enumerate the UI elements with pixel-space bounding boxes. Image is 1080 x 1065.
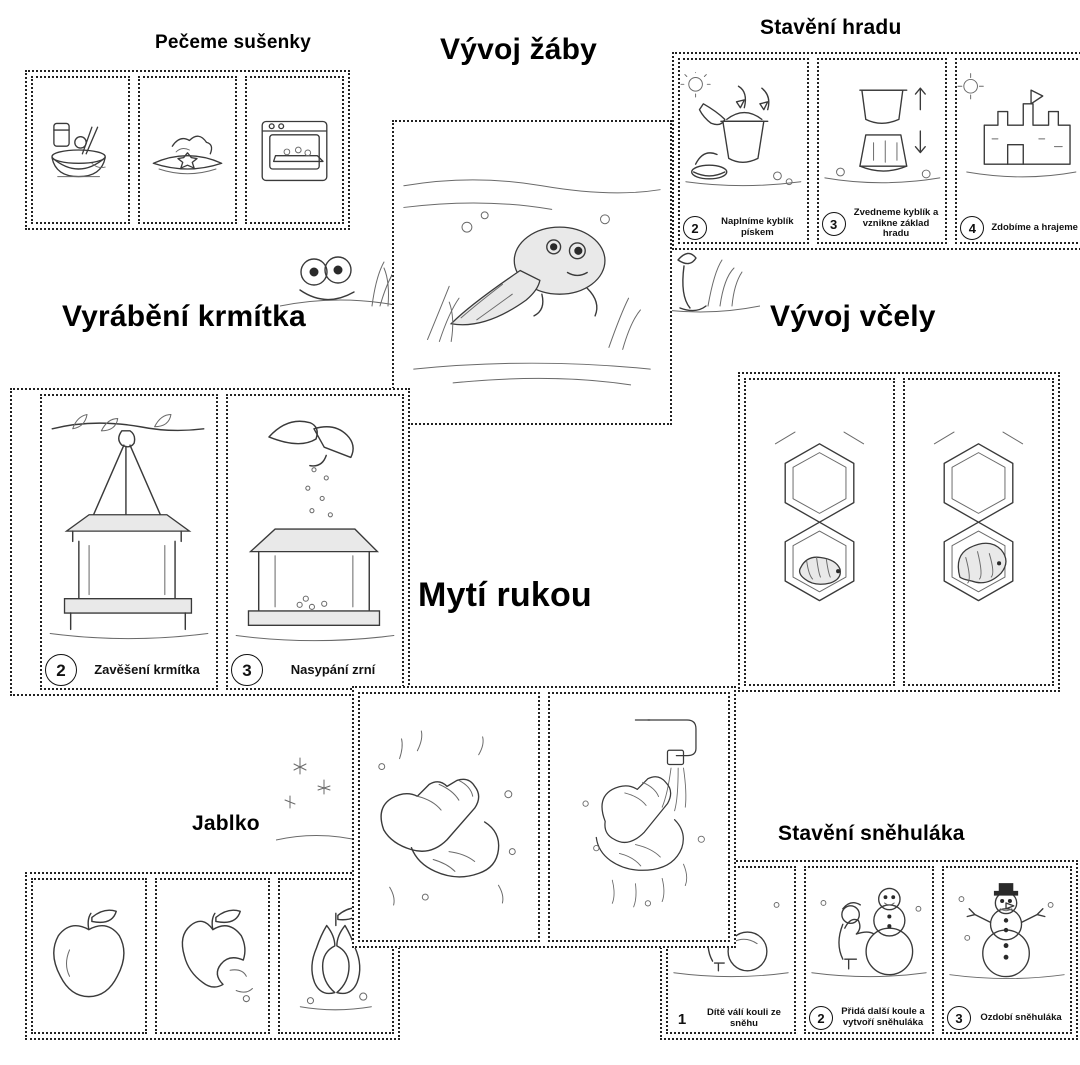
rinsing-hands-icon xyxy=(550,694,728,940)
step-number: 1 xyxy=(677,1010,687,1028)
sheet-apple xyxy=(25,872,400,1040)
step-cell xyxy=(744,378,895,686)
sheet-birdfeeder xyxy=(10,388,410,696)
sandcastle-icon xyxy=(957,60,1080,208)
step-text: Ozdobí sněhuláka xyxy=(980,1011,1062,1023)
step-number: 2 xyxy=(809,1006,833,1030)
step-cell xyxy=(903,378,1054,686)
sheet-handwash xyxy=(352,686,736,948)
step-cell xyxy=(245,76,344,224)
rubbing-hands-icon xyxy=(360,694,538,940)
sheet-sandcastle xyxy=(672,52,1080,250)
step-text: Zdobíme a hrajeme xyxy=(991,221,1078,233)
step-cell xyxy=(394,122,670,423)
sheet-title-handwash: Mytí rukou xyxy=(418,576,592,614)
step-text: Zvedneme kyblík a vznikne základ hradu xyxy=(853,207,939,240)
step-cell xyxy=(358,692,540,942)
oven-baking-icon xyxy=(247,78,342,222)
sheet-title-sandcastle: Stavění hradu xyxy=(760,16,902,39)
step-text: Zavěšení krmítka xyxy=(94,661,200,677)
step-caption xyxy=(680,216,807,240)
step-caption xyxy=(42,654,216,686)
bee-larva-icon xyxy=(746,380,893,684)
step-caption xyxy=(228,654,402,686)
step-cell xyxy=(40,394,218,690)
tadpole-icon xyxy=(394,122,670,423)
whole-apple-icon xyxy=(33,880,145,1032)
sheet-cookies xyxy=(25,70,350,230)
step-cell xyxy=(31,76,130,224)
step-cell xyxy=(678,58,809,244)
decorated-snowman-icon xyxy=(944,868,1070,998)
sheet-title-birdfeeder: Vyrábění krmítka xyxy=(62,300,306,333)
step-caption xyxy=(944,1006,1070,1030)
sheet-title-cookies: Pečeme sušenky xyxy=(155,32,311,53)
bucket-lift-icon xyxy=(819,60,946,208)
step-cell xyxy=(804,866,934,1034)
step-cell xyxy=(155,878,271,1034)
step-cell xyxy=(31,878,147,1034)
step-number: 2 xyxy=(683,216,707,240)
step-cell xyxy=(138,76,237,224)
building-snowman-icon xyxy=(806,868,932,998)
hanging-feeder-icon xyxy=(42,396,216,654)
step-cell xyxy=(942,866,1072,1034)
step-caption xyxy=(957,216,1080,240)
step-cell xyxy=(817,58,948,244)
step-cell xyxy=(226,394,404,690)
bitten-apple-icon xyxy=(157,880,269,1032)
step-text: Nasypání zrní xyxy=(290,661,376,677)
sheet-title-apple: Jablko xyxy=(192,812,260,835)
pouring-seeds-icon xyxy=(228,396,402,654)
sheet-frog xyxy=(392,120,672,425)
bucket-filling-icon xyxy=(680,60,807,208)
step-number: 4 xyxy=(960,216,984,240)
sheet-title-frog: Vývoj žáby xyxy=(440,33,598,66)
step-number: 3 xyxy=(947,1006,971,1030)
step-number: 3 xyxy=(822,212,846,236)
step-cell xyxy=(548,692,730,942)
sheet-title-snowman: Stavění sněhuláka xyxy=(778,822,965,845)
step-cell xyxy=(955,58,1080,244)
step-caption xyxy=(819,208,946,240)
step-number: 2 xyxy=(45,654,77,686)
step-text: Dítě válí kouli ze sněhu xyxy=(707,1007,781,1029)
step-text: Naplníme kyblík pískem xyxy=(721,216,794,238)
step-number: 3 xyxy=(231,654,263,686)
sheet-bee xyxy=(738,372,1060,692)
mixing-bowl-icon xyxy=(33,78,128,222)
step-caption xyxy=(806,1006,932,1030)
cutting-dough-icon xyxy=(140,78,235,222)
sheet-title-bee: Vývoj včely xyxy=(770,300,936,333)
step-caption xyxy=(668,1008,794,1030)
bee-pupa-icon xyxy=(905,380,1052,684)
step-text: Přidá další koule a vytvoří sněhuláka xyxy=(841,1006,925,1028)
